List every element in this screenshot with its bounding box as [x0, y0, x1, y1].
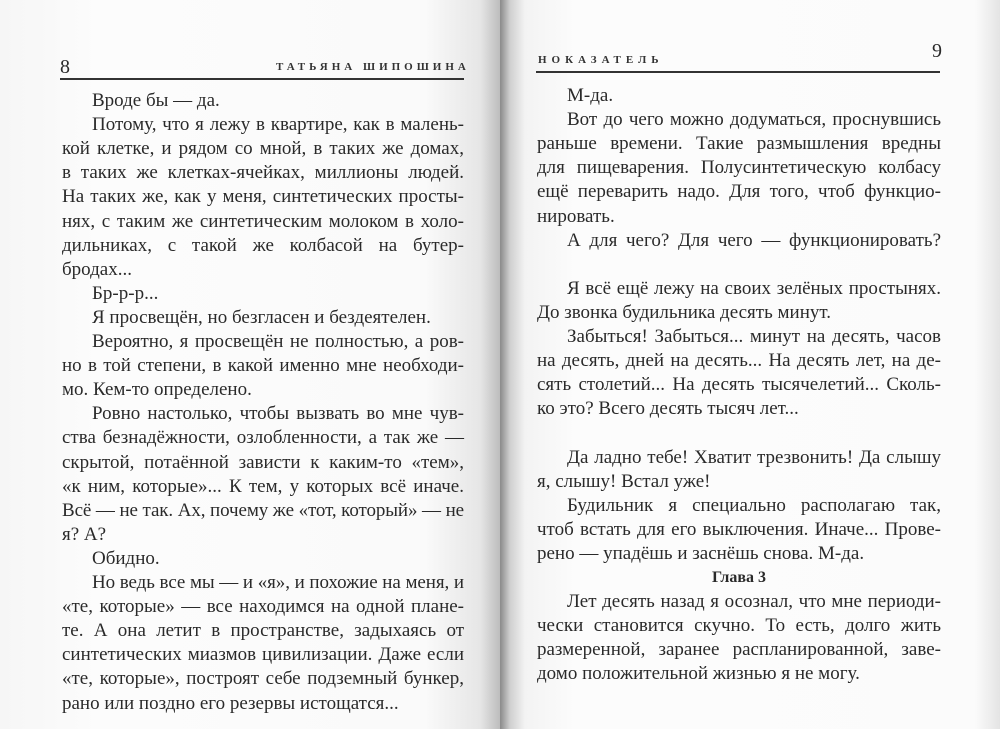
text-line: рено — упадёшь и заснёшь снова. М-да. — [537, 542, 865, 564]
text-line: нировать. — [537, 205, 615, 227]
text-line: дильниках, с такой же колбасой на бутер- — [62, 234, 464, 256]
text-line: Вроде бы — да. — [92, 90, 220, 111]
text-line: Да ладно тебе! Хватит трезвонить! Да слышу — [567, 446, 941, 468]
text-line: Обидно. — [92, 547, 160, 569]
text-line: те. А она летит в пространстве, задыхаясь от — [62, 620, 464, 642]
text-line: Вероятно, я просвещён не полностью, а ров- — [92, 331, 464, 352]
text-line: сять столетий... На десять тысячелетий... Сколь- — [537, 374, 941, 396]
text-line: но в той степени, в какой именно мне необходи- — [62, 355, 464, 377]
text-line: М-да. — [567, 85, 614, 106]
text-line: бродах... — [62, 258, 132, 280]
text-line: Вот до чего можно додуматься, проснувшись — [567, 109, 941, 131]
text-line: я? А? — [62, 523, 107, 545]
text-line: Бр-р-р... — [92, 282, 159, 304]
text-line: Будильник я специально располагаю так, — [567, 494, 941, 516]
text-line: нях, с таким же синтетическим молоком в холо- — [62, 210, 464, 232]
text-line: Но ведь все мы — и «я», и похожие на меня, и — [92, 572, 464, 593]
text-line: мо. Кем-то определено. — [62, 379, 252, 401]
text-line: «к ним, которые»... К тем, у которых всё иначе. — [62, 475, 464, 497]
text-line: чески становится скучно. То есть, долго жить — [537, 615, 941, 637]
text-line: синтетических миазмов цивилизации. Даже если — [62, 644, 464, 666]
running-head: НОКАЗАТЕЛЬ — [538, 54, 664, 66]
text-line: До звонка будильника десять минут. — [537, 301, 831, 323]
text-line: кой клетке, и рядом со мной, в таких же домах, — [62, 138, 464, 160]
text-line: Всё — не так. Ах, почему же «тот, который» — не — [62, 499, 464, 521]
text-line: Забыться! Забыться... минут на десять, часов — [567, 326, 941, 347]
text-line: Ровно настолько, чтобы вызвать во мне чув- — [92, 403, 464, 425]
text-line: скрытой, потаённой зависти к каким-то «тем», — [62, 451, 464, 473]
text-line: для пищеварения. Полусинтетическую колбасу — [537, 157, 941, 179]
text-line: раньше времени. Такие размышления вредны — [537, 133, 941, 155]
text-line: «те, которые», построят себе подземный бункер, — [62, 668, 464, 690]
page-number: 9 — [932, 40, 942, 62]
text-line: Я всё ещё лежу на своих зелёных простынях. — [567, 277, 941, 299]
text-line: Я просвещён, но безгласен и бездеятелен. — [92, 306, 431, 328]
header-rule — [536, 71, 940, 73]
text-line: рано или поздно его резервы истощатся... — [62, 692, 399, 714]
text-line: домо положительной жизнью я не могу. — [537, 663, 860, 685]
text-line: А для чего? Для чего — функционировать? — [567, 229, 941, 251]
text-line — [537, 422, 941, 444]
text-line: я, слышу! Встал уже! — [537, 470, 711, 492]
text-line: Потому, что я лежу в квартире, как в малень- — [92, 114, 464, 136]
text-line: ещё переварить надо. Для того, чтоб функцио- — [537, 181, 941, 203]
text-line: на десять, дней на десять... На десять лет, на де- — [537, 350, 941, 372]
header-rule — [60, 78, 464, 80]
text-line: Лет десять назад я осознал, что мне периоди- — [567, 591, 941, 613]
text-line: в таких же клетках-ячейках, миллионы людей. — [62, 162, 464, 184]
right-page — [500, 0, 1000, 729]
page-number: 8 — [60, 56, 70, 78]
text-line: чтоб встать для его выключения. Иначе... Прове- — [537, 518, 941, 540]
running-head: ТАТЬЯНА ШИПОШИНА — [276, 61, 470, 73]
text-line: «те, которые» — все находимся на одной плане- — [62, 596, 464, 618]
text-line — [537, 254, 941, 276]
text-line: На таких же, как у меня, синтетических просты- — [62, 186, 464, 208]
text-line: ко это? Всего десять тысяч лет... — [537, 398, 799, 420]
chapter-heading: Глава 3 — [712, 569, 766, 586]
text-line: размеренной, заранее распланированной, заве- — [537, 639, 941, 661]
text-line: ства безнадёжности, озлобленности, а так же — — [62, 427, 464, 449]
